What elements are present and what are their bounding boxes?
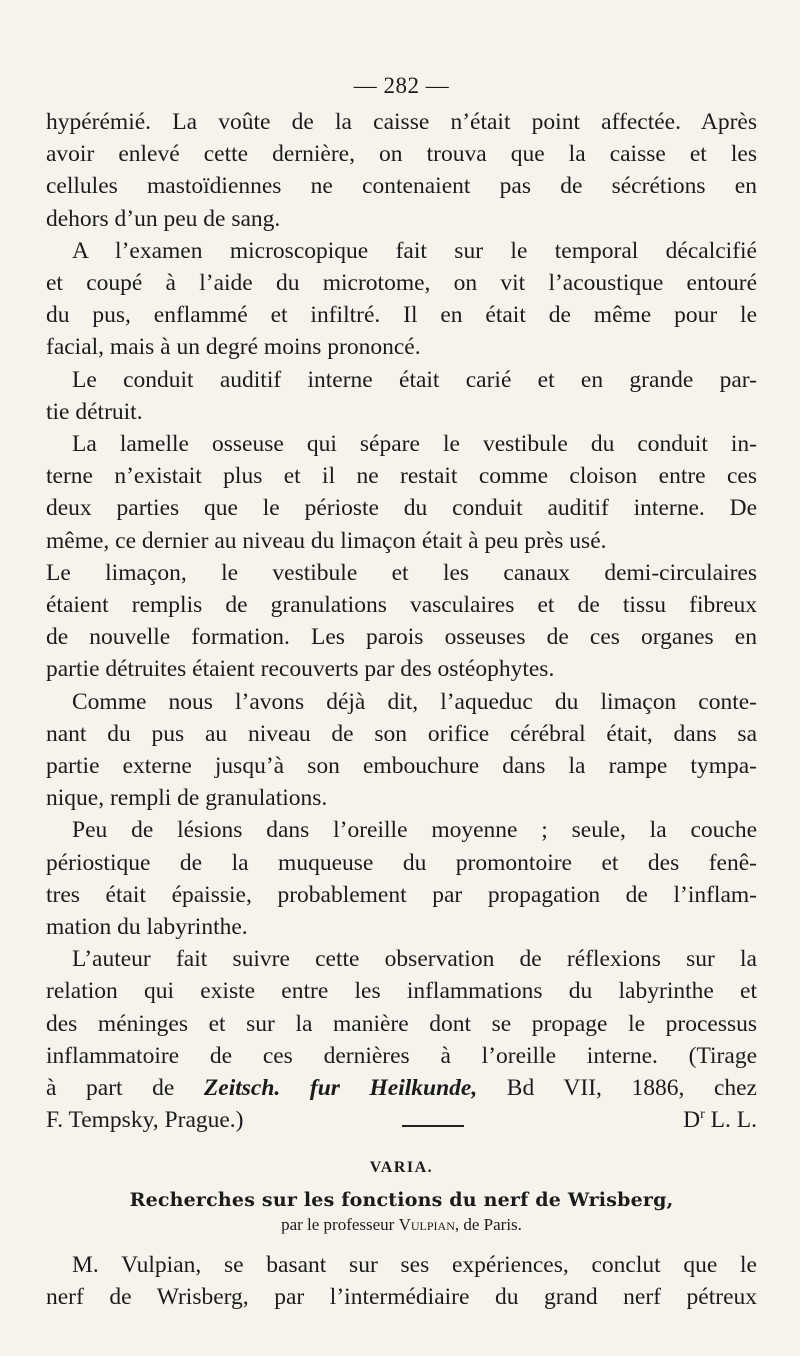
text-line: des méninges et sur la manière dont se propage le processus <box>46 1010 757 1037</box>
publisher: F. Tempsky, Prague.) <box>46 1107 244 1134</box>
text-line: étaient remplis de granulations vasculaires et de tissu fibreux <box>46 592 757 619</box>
page-number: — 282 — <box>353 73 450 98</box>
text-line: nant du pus au niveau de son orifice cérébral était, dans sa <box>46 720 757 747</box>
paragraph <box>46 428 757 557</box>
text-line: A l’examen microscopique fait sur le temporal décalcifié <box>72 237 757 264</box>
section-heading: VARIA. <box>369 1158 434 1176</box>
text-line: deux parties que le périoste du conduit auditif interne. De <box>46 495 757 522</box>
text-line: périostique de la muqueuse du promontoire et des fenê- <box>46 849 757 876</box>
paragraph <box>46 686 757 815</box>
paragraph <box>46 235 757 364</box>
closing-row <box>46 1104 757 1136</box>
text-line: facial, mais à un degré moins prononcé. <box>46 334 421 361</box>
article-byline: par le professeur Vulpian, de Paris. <box>281 1214 522 1234</box>
text-line: partie détruites étaient recouverts par des ostéophytes. <box>46 656 555 683</box>
text-line: M. Vulpian, se basant sur ses expériences, conclut que le <box>72 1251 757 1278</box>
text-line: avoir enlevé cette dernière, on trouva que la caisse et les <box>46 141 757 168</box>
text-line: relation qui existe entre les inflammations du labyrinthe et <box>46 978 757 1005</box>
paragraph <box>46 557 757 686</box>
signature: $D^r$ L. L. <box>683 1107 757 1134</box>
paragraph <box>46 943 757 1072</box>
text-line: hypérémié. La voûte de la caisse n’était point affectée. Après <box>46 109 757 135</box>
text-line: même, ce dernier au niveau du limaçon était à peu près usé. <box>46 527 607 554</box>
body-text <box>46 106 757 1072</box>
text-line: L’auteur fait suivre cette observation de réflexions sur la <box>72 946 757 973</box>
text-line: dehors d’un peu de sang. <box>46 205 281 232</box>
citation-line <box>46 1072 757 1104</box>
document-page <box>46 72 757 1313</box>
text-line: Le conduit auditif interne était carié et en grande par- <box>72 366 757 393</box>
text-line: Peu de lésions dans l’oreille moyenne ; seule, la couche <box>72 817 757 844</box>
byline-author: Vulpian <box>398 1214 455 1234</box>
text-line: mation du labyrinthe. <box>46 914 248 941</box>
final-paragraph <box>46 1249 757 1313</box>
citation-suffix: Bd VII, 1886, chez <box>477 1075 757 1102</box>
text-line: inflammatoire de ces dernières à l’oreille interne. (Tirage <box>46 1042 757 1069</box>
text-line: Comme nous l’avons déjà dit, l’aqueduc du limaçon conte- <box>72 688 757 715</box>
journal-title: Zeitsch. fur Heilkunde, <box>203 1075 478 1102</box>
paragraph <box>46 814 757 943</box>
text-line: La lamelle osseuse qui sépare le vestibule du conduit in- <box>72 431 757 458</box>
text-line: terne n’existait plus et il ne restait comme cloison entre ces <box>46 463 757 490</box>
text-line: et coupé à l’aide du microtome, on vit l’acoustique entouré <box>46 270 757 297</box>
article-title: Recherches sur les fonctions du nerf de Wrisberg, <box>129 1188 674 1211</box>
text-line: de nouvelle formation. Les parois osseuses de ces organes en <box>46 624 757 651</box>
paragraph <box>46 106 757 235</box>
text-line: partie externe jusqu’à son embouchure dans la rampe tympa- <box>46 753 757 780</box>
text-line: nerf de Wrisberg, par l’intermédiaire du grand nerf pétreux <box>46 1283 757 1310</box>
text-line: tie détruit. <box>46 398 143 425</box>
citation-paragraph <box>46 1072 757 1104</box>
text-line: nique, rempli de granulations. <box>46 785 328 812</box>
citation-prefix: à part de <box>46 1075 204 1102</box>
rule-wrap <box>244 1107 684 1127</box>
text-line: tres était épaissie, probablement par propagation de l’inflam- <box>46 881 757 908</box>
text-line: Le limaçon, le vestibule et les canaux demi-circulaires <box>46 559 757 586</box>
paragraph <box>46 364 757 428</box>
separator-rule <box>402 1125 464 1127</box>
text-line: cellules mastoïdiennes ne contenaient pas de sécrétions en <box>46 173 757 200</box>
text-line: du pus, enflammé et infiltré. Il en était de même pour le <box>46 302 757 329</box>
